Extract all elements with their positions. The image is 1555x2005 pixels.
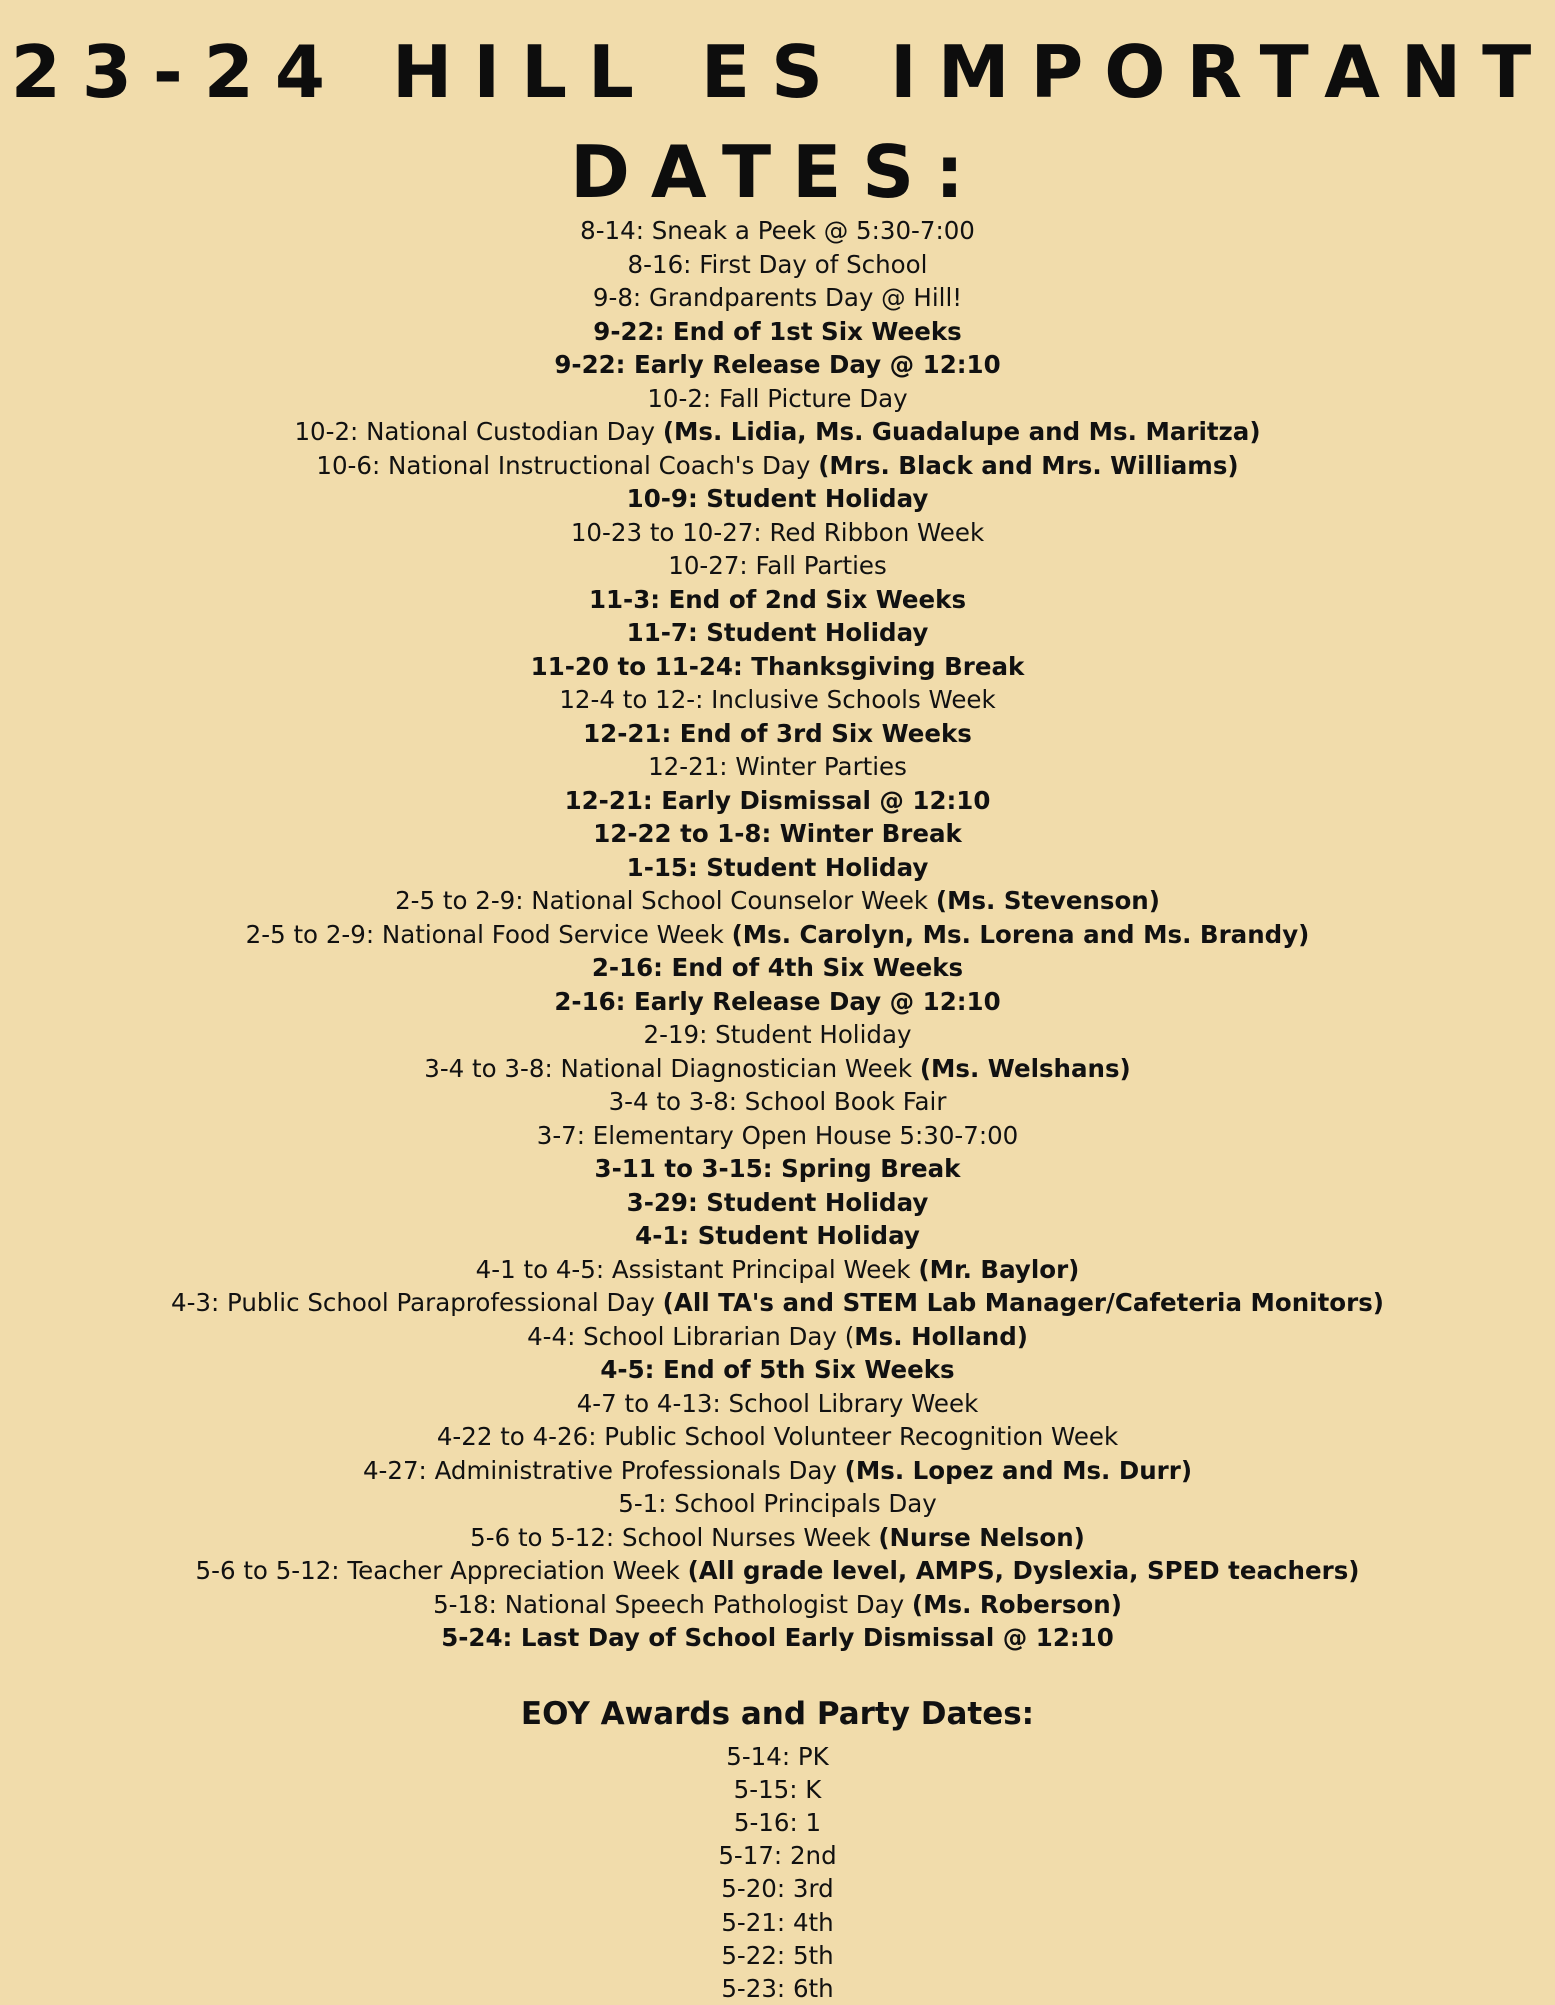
date-item-text: 3-4 to 3-8: School Book Fair (609, 1087, 947, 1116)
date-item-honorees: (Ms. Carolyn, Ms. Lorena and Ms. Brandy) (732, 920, 1310, 949)
eoy-item: 5-21: 4th (0, 1906, 1555, 1939)
date-item (0, 884, 1555, 918)
date-item (0, 415, 1555, 449)
date-item-honorees: (Nurse Nelson) (878, 1523, 1085, 1552)
date-item-text: 8-14: Sneak a Peek @ 5:30-7:00 (580, 216, 975, 245)
date-item (0, 817, 1555, 851)
date-item (0, 449, 1555, 483)
date-item (0, 583, 1555, 617)
date-item (0, 1420, 1555, 1454)
eoy-item: 5-14: PK (0, 1740, 1555, 1773)
date-item-text: 5-6 to 5-12: School Nurses Week (470, 1523, 878, 1552)
date-item-text: 10-9: Student Holiday (627, 484, 929, 513)
eoy-item: 5-16: 1 (0, 1806, 1555, 1839)
date-item (0, 1588, 1555, 1622)
date-item-honorees: (Ms. Welshans) (920, 1054, 1131, 1083)
date-item-text: 3-4 to 3-8: National Diagnostician Week (424, 1054, 920, 1083)
date-item-text: 9-22: End of 1st Six Weeks (593, 317, 961, 346)
date-item (0, 1353, 1555, 1387)
date-item (0, 1152, 1555, 1186)
date-item-text: 1-15: Student Holiday (627, 853, 929, 882)
date-item-honorees: (Ms. Stevenson) (936, 886, 1160, 915)
date-item (0, 315, 1555, 349)
title-line-2: DATES: (0, 122, 1555, 222)
date-item (0, 784, 1555, 818)
date-item-text: 9-22: Early Release Day @ 12:10 (554, 350, 1000, 379)
date-item (0, 1253, 1555, 1287)
page-title (0, 0, 1555, 222)
date-item-text: 3-29: Student Holiday (627, 1188, 929, 1217)
eoy-item: 5-23: 6th (0, 1972, 1555, 2005)
date-item-honorees: (Ms. Roberson) (912, 1590, 1122, 1619)
date-item (0, 1621, 1555, 1655)
date-item-text: 2-19: Student Holiday (644, 1020, 912, 1049)
date-item (0, 1018, 1555, 1052)
date-item-text: 4-4: School Librarian Day ( (527, 1322, 854, 1351)
date-item (0, 281, 1555, 315)
date-item-text: 2-16: End of 4th Six Weeks (592, 953, 963, 982)
date-item (0, 750, 1555, 784)
date-item (0, 918, 1555, 952)
eoy-heading: EOY Awards and Party Dates: (0, 1694, 1555, 1734)
date-item-honorees: (All TA's and STEM Lab Manager/Cafeteria Monitors) (663, 1288, 1384, 1317)
date-item-text: 10-2: Fall Picture Day (647, 384, 907, 413)
date-item (0, 683, 1555, 717)
date-item-honorees: (Mr. Baylor) (918, 1255, 1079, 1284)
date-item-text: 5-18: National Speech Pathologist Day (433, 1590, 912, 1619)
date-item-text: 10-23 to 10-27: Red Ribbon Week (571, 518, 984, 547)
eoy-item: 5-15: K (0, 1773, 1555, 1806)
date-item-text: 3-11 to 3-15: Spring Break (595, 1154, 961, 1183)
date-item (0, 951, 1555, 985)
date-item-text: 9-8: Grandparents Day @ Hill! (593, 283, 962, 312)
date-item (0, 1219, 1555, 1253)
date-item (0, 1286, 1555, 1320)
date-item-text: 2-5 to 2-9: National School Counselor Week (395, 886, 936, 915)
date-item-text: 4-22 to 4-26: Public School Volunteer Recognition Week (437, 1422, 1118, 1451)
date-item (0, 616, 1555, 650)
date-item (0, 1521, 1555, 1555)
date-item (0, 717, 1555, 751)
date-item-text: 12-4 to 12-: Inclusive Schools Week (559, 685, 995, 714)
date-item (0, 1454, 1555, 1488)
title-line-1: 23-24 HILL ES IMPORTANT (8, 22, 1555, 122)
date-item-text: 8-16: First Day of School (628, 250, 928, 279)
date-item-text: 10-6: National Instructional Coach's Day (316, 451, 818, 480)
date-item-text: 10-27: Fall Parties (668, 551, 887, 580)
date-item-text: 5-24: Last Day of School Early Dismissal @ 12:10 (441, 1623, 1114, 1652)
date-item (0, 1320, 1555, 1354)
date-item-text: 12-22 to 1-8: Winter Break (593, 819, 962, 848)
eoy-dates-list (0, 1740, 1555, 2005)
date-item (0, 985, 1555, 1019)
date-item (0, 482, 1555, 516)
date-item-text: 4-7 to 4-13: School Library Week (577, 1389, 979, 1418)
date-item-honorees: (Ms. Lidia, Ms. Guadalupe and Ms. Maritza) (663, 417, 1261, 446)
date-item (0, 1052, 1555, 1086)
date-item-text: 12-21: Early Dismissal @ 12:10 (565, 786, 991, 815)
date-item-text: 4-1: Student Holiday (635, 1221, 920, 1250)
eoy-item: 5-20: 3rd (0, 1872, 1555, 1905)
eoy-item: 5-22: 5th (0, 1939, 1555, 1972)
date-item (0, 1487, 1555, 1521)
date-item-text: 4-1 to 4-5: Assistant Principal Week (476, 1255, 919, 1284)
date-item (0, 1186, 1555, 1220)
date-item-text: 2-5 to 2-9: National Food Service Week (246, 920, 732, 949)
date-item-text: 3-7: Elementary Open House 5:30-7:00 (537, 1121, 1019, 1150)
date-item-honorees: (Mrs. Black and Mrs. Williams) (818, 451, 1238, 480)
date-item-honorees: Ms. Holland) (854, 1322, 1028, 1351)
date-item (0, 549, 1555, 583)
date-item-text: 2-16: Early Release Day @ 12:10 (554, 987, 1000, 1016)
date-item-text: 12-21: Winter Parties (648, 752, 907, 781)
date-item (0, 248, 1555, 282)
date-item-text: 4-27: Administrative Professionals Day (363, 1456, 845, 1485)
date-item (0, 1387, 1555, 1421)
date-item (0, 650, 1555, 684)
date-item (0, 1119, 1555, 1153)
date-item (0, 382, 1555, 416)
date-item (0, 214, 1555, 248)
date-item-text: 11-20 to 11-24: Thanksgiving Break (531, 652, 1025, 681)
date-item (0, 1554, 1555, 1588)
date-item-honorees: (All grade level, AMPS, Dyslexia, SPED teachers) (688, 1556, 1360, 1585)
date-item (0, 1085, 1555, 1119)
date-item-text: 10-2: National Custodian Day (294, 417, 662, 446)
date-item-text: 4-5: End of 5th Six Weeks (600, 1355, 954, 1384)
eoy-item: 5-17: 2nd (0, 1839, 1555, 1872)
important-dates-list (0, 214, 1555, 1655)
date-item-text: 4-3: Public School Paraprofessional Day (171, 1288, 663, 1317)
date-item-honorees: (Ms. Lopez and Ms. Durr) (845, 1456, 1192, 1485)
date-item-text: 5-6 to 5-12: Teacher Appreciation Week (196, 1556, 688, 1585)
date-item-text: 11-7: Student Holiday (627, 618, 929, 647)
date-item-text: 11-3: End of 2nd Six Weeks (589, 585, 966, 614)
date-item-text: 5-1: School Principals Day (618, 1489, 937, 1518)
date-item (0, 348, 1555, 382)
date-item (0, 851, 1555, 885)
date-item (0, 516, 1555, 550)
date-item-text: 12-21: End of 3rd Six Weeks (583, 719, 972, 748)
